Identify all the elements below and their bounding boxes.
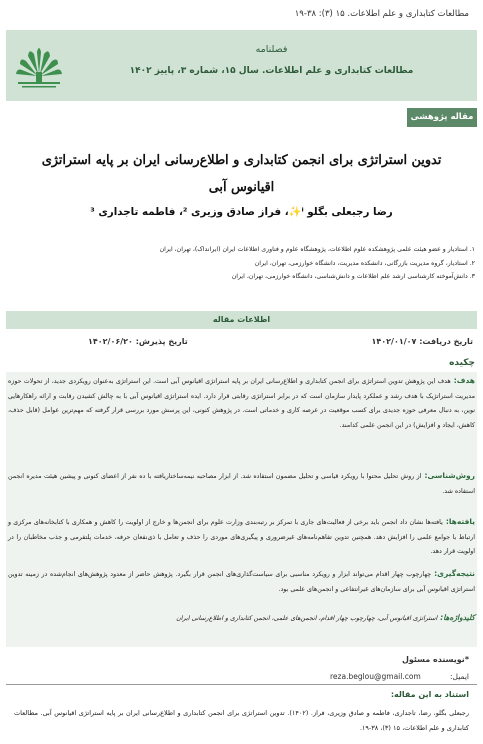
- affiliation-item: ۲. استادیار، گروه مدیریت بازرگانی، دانشکده مدیریت، دانشگاه خوارزمی، تهران، ایران: [254, 259, 475, 267]
- conclusion-label: نتیجه‌گیری:: [434, 569, 475, 578]
- author-list: رضا رجبعلی بگلو ⁱ✨، فراز صادق وزیری ²، فاطمه تاجداری ³: [90, 206, 393, 218]
- abstract-method: [8, 469, 475, 499]
- corresponding-author-heading: *نویسنده مسئول: [401, 655, 469, 664]
- article-info-bar: اطلاعات مقاله: [6, 311, 477, 329]
- purpose-label: هدف:: [453, 376, 475, 385]
- abstract-heading: چکیده: [449, 358, 475, 368]
- affiliation-item: ۳. دانش‌آموخته کارشناسی ارشد علم اطلاعات و دانش‌شناسی، دانشگاه خوارزمی، تهران، ایران: [231, 273, 475, 280]
- received-date: تاریخ دریافت: ۱۴۰۲/۰۱/۰۷: [371, 337, 473, 346]
- conclusion-text: چهارچوب چهار اقدام می‌تواند ابزار و رویکرد مناسبی برای سیاست‌گذاری‌های انجمن قرار بگیرد. پژوهش حاضر از معدود پژوهش‌های انجام‌شده در زمینه تدوین استراتژی اقیانوس آبی برای سازمان‌های غیرانتفاعی و انجمن‌های علمی بود.: [8, 571, 475, 593]
- running-header: مطالعات کتابداری و علم اطلاعات. ۱۵ (۳): ۳۸-۱۹: [294, 9, 469, 19]
- method-label: روش‌شناسی:: [424, 471, 475, 480]
- keywords-text: استراتژی اقیانوس آبی، چهارچوب چهار اقدام، انجمن‌های علمی، انجمن کتابداری و اطلاع‌رسانی ایران: [176, 615, 438, 622]
- university-tree-logo-icon: [10, 34, 68, 96]
- findings-label: یافته‌ها:: [445, 517, 475, 526]
- abstract-conclusion: [8, 567, 475, 597]
- banner-journal-type: فصلنامه: [255, 44, 288, 55]
- citation-heading: استناد به این مقاله:: [390, 690, 469, 699]
- article-type-badge: مقاله پژوهشی: [407, 108, 477, 127]
- method-text: از روش تحلیل محتوا با رویکرد قیاسی و تحلیل مضمون استفاده شد. از ابزار مصاحبه نیمه‌ساختاریافته با ده نفر از اعضای کنونی و پیشین هیئت مدیره انجمن استفاده شد.: [8, 473, 475, 495]
- keywords-label: کلیدواژه‌ها:: [440, 613, 475, 622]
- affiliation-list: [8, 243, 475, 284]
- email-label: ایمیل:: [450, 672, 469, 681]
- abstract-purpose: [8, 374, 475, 433]
- citation-text: رجبعلی بگلو، رضا، تاجداری، فاطمه و صادق وزیری، فراز. (۱۴۰۲). تدوین استراتژی برای انجمن کتابداری و اطلاع‌رسانی ایران بر پایه استراتژی اقیانوس آبی. مطالعات کتابداری و علم اطلاعات، ۱۵ (۳)، ۳۸-۱۹.: [14, 709, 469, 732]
- banner-journal-name: مطالعات کتابداری و علم اطلاعات. سال ۱۵، شماره ۳، پاییز ۱۴۰۲: [129, 66, 414, 76]
- email-link[interactable]: reza.beglou@gmail.com: [330, 672, 421, 681]
- accepted-date: تاریخ پذیرش: ۱۴۰۲/۰۶/۲۰: [88, 337, 188, 346]
- abstract-findings: [8, 515, 475, 560]
- purpose-text: هدف این پژوهش تدوین استراتژی برای انجمن کتابداری و اطلاع‌رسانی ایران بر پایه استراتژی اقیانوس آبی است. این استراتژی به‌عنوان رویکردی جدید، از تحولات حوزه مدیریت استراتژیک با هدف رشد و عملکرد پایدار سازمان است که در برابر استراتژی رقابتی قرار دارد. ایده استراتژی اقیانوس آبی با به چالش کشیدن رقابت و ارائه راهکارهایی نوین، به دنبال معرفی حوزه جدیدی برای کسب موقعیت در عرصه کاری و خدماتی است. در پژوهش کنونی، این پرسش مورد بررسی قرار گرفته که مهم‌ترین عوامل (قابل حذف، کاهش، ایجاد و افزایش) در این انجمن علمی کدامند.: [8, 378, 475, 429]
- findings-text: یافته‌ها نشان داد انجمن باید برخی از فعالیت‌های جاری با تمرکز بر رتبه‌بندی وزارت علوم برای انجمن‌ها و خارج از اولویت را کاهش و همکاری با کتابخانه‌های مرکزی و ارتباط با جوامع علمی را افزایش دهد. همچنین تدوین تفاهم‌نامه‌های غیرضروری و پیگیری‌های موردی را حذف و تعامل با ذی‌نفعان حرفه، خدمات پلتفرمی و جذب مخاطبان را در اولویت قرار دهد.: [8, 519, 475, 555]
- abstract-keywords: [8, 611, 475, 627]
- divider: [6, 684, 477, 685]
- affiliation-item: ۱. استادیار و عضو هیئت علمی پژوهشکده علوم اطلاعات، پژوهشگاه علوم و فناوری اطلاعات ایران (ایرانداک)، تهران، ایران: [159, 246, 475, 253]
- article-title: تدوین استراتژی برای انجمن کتابداری و اطلاع‌رسانی ایران بر پایه استراتژی اقیانوس آبی: [41, 153, 442, 195]
